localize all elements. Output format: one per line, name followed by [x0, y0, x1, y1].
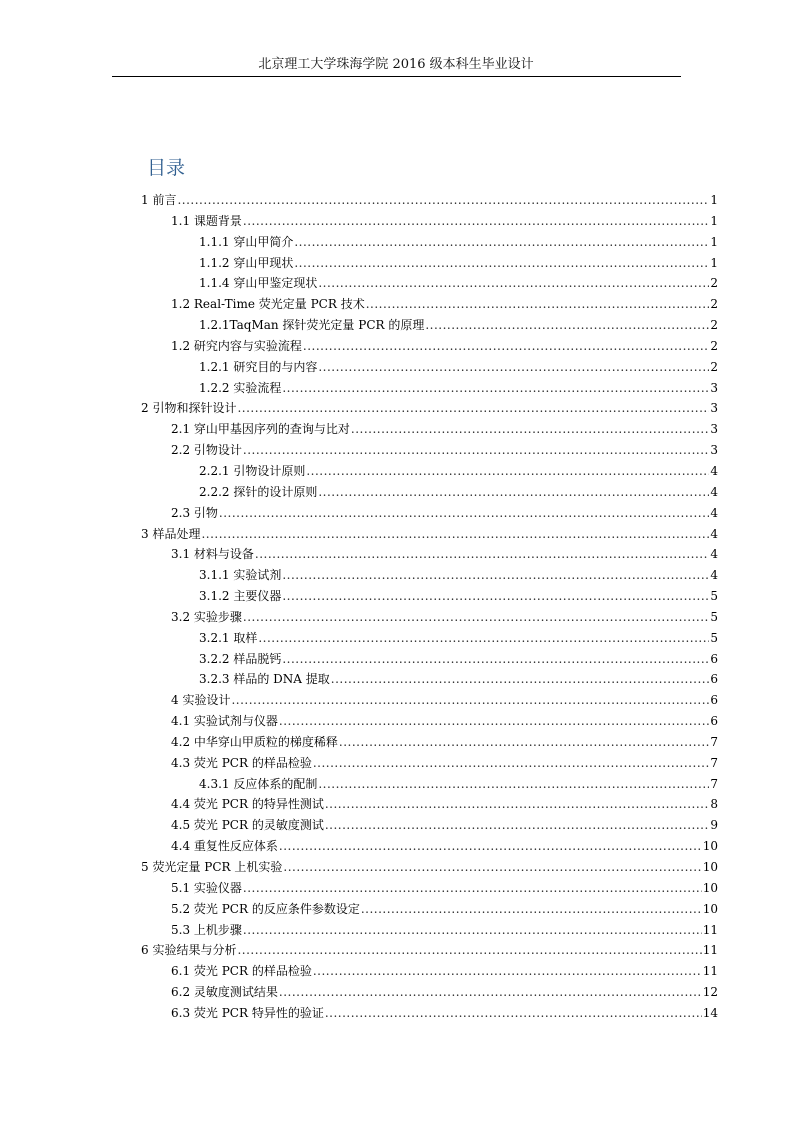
- toc-entry-title: 4.1 实验试剂与仪器: [171, 714, 278, 729]
- toc-page-number: 11: [702, 922, 718, 937]
- toc-entry[interactable]: [141, 273, 718, 294]
- toc-entry-title: 2.2 引物设计: [171, 443, 242, 458]
- toc-entry[interactable]: [141, 336, 718, 357]
- toc-entry-title: 3.1 材料与设备: [171, 547, 254, 562]
- toc-entry[interactable]: [141, 315, 718, 336]
- toc-entry[interactable]: [141, 649, 718, 670]
- toc-entry-title: 4.5 荧光 PCR 的灵敏度测试: [171, 818, 324, 833]
- toc-entry-title: 5 荧光定量 PCR 上机实验: [141, 860, 283, 874]
- toc-dot-leader: [258, 628, 709, 649]
- toc-page-number: 2: [710, 318, 718, 333]
- toc-page-number: 12: [702, 985, 718, 1000]
- toc-entry-title: 2 引物和探针设计: [141, 401, 237, 416]
- toc-page-number: 10: [702, 880, 718, 895]
- toc-entry-title: 1.2.2 实验流程: [199, 380, 282, 395]
- toc-page-number: 5: [710, 609, 718, 624]
- toc-dot-leader: [313, 753, 710, 774]
- toc-entry[interactable]: [141, 794, 718, 815]
- toc-page-number: 3: [710, 443, 718, 458]
- toc-dot-leader: [282, 649, 709, 670]
- toc-page-number: 3: [710, 401, 718, 416]
- toc-dot-leader: [303, 336, 709, 357]
- toc-dot-leader: [294, 253, 709, 274]
- toc-dot-leader: [318, 273, 709, 294]
- toc-dot-leader: [231, 690, 709, 711]
- toc-dot-leader: [243, 211, 709, 232]
- toc-entry[interactable]: [141, 774, 718, 795]
- toc-title: 目录: [147, 157, 186, 179]
- toc-dot-leader: [339, 732, 709, 753]
- toc-entry[interactable]: [141, 690, 718, 711]
- toc-entry-title: 3.1.2 主要仪器: [199, 589, 282, 604]
- toc-page-number: 11: [702, 964, 718, 979]
- toc-entry-title: 1.2 研究内容与实验流程: [171, 338, 302, 353]
- toc-entry[interactable]: [141, 544, 718, 565]
- toc-entry-title: 3.2 实验步骤: [171, 609, 242, 624]
- toc-dot-leader: [282, 378, 709, 399]
- toc-entry-title: 6.3 荧光 PCR 特异性的验证: [171, 1005, 324, 1020]
- toc-dot-leader: [243, 878, 702, 899]
- toc-entry-title: 2.1 穿山甲基因序列的查询与比对: [171, 422, 350, 437]
- toc-dot-leader: [219, 503, 709, 524]
- toc-entry[interactable]: [141, 836, 718, 857]
- toc-entry[interactable]: [141, 232, 718, 253]
- toc-page-number: 2: [710, 359, 718, 374]
- toc-entry-title: 3 样品处理: [141, 526, 201, 541]
- toc-page-number: 5: [710, 630, 718, 645]
- toc-entry-title: 1.2 Real-Time 荧光定量 PCR 技术: [171, 297, 365, 312]
- toc-entry-title: 4.4 重复性反应体系: [171, 839, 278, 854]
- toc-page-number: 10: [702, 901, 718, 916]
- toc-dot-leader: [331, 669, 710, 690]
- toc-page-number: 10: [702, 860, 718, 874]
- toc-entry-title: 1 前言: [141, 193, 177, 207]
- toc-entry[interactable]: [141, 211, 718, 232]
- toc-entry-title: 5.1 实验仪器: [171, 880, 242, 895]
- toc-entry[interactable]: [141, 961, 718, 982]
- toc-entry-title: 1.1 课题背景: [171, 213, 242, 228]
- toc-entry-title: 1.1.2 穿山甲现状: [199, 255, 294, 270]
- toc-page-number: 6: [710, 714, 718, 729]
- toc-entry-title: 6 实验结果与分析: [141, 943, 237, 958]
- toc-entry[interactable]: [141, 1003, 718, 1024]
- toc-page-number: 4: [710, 568, 718, 583]
- toc-entry-title: 2.2.1 引物设计原则: [199, 463, 306, 478]
- toc-entry[interactable]: [141, 524, 718, 545]
- toc-dot-leader: [318, 774, 709, 795]
- toc-page-number: 2: [710, 297, 718, 312]
- toc-page-number: 4: [710, 484, 718, 499]
- toc-page-number: 11: [702, 943, 718, 958]
- toc-dot-leader: [283, 857, 701, 878]
- toc-entry-title: 2.3 引物: [171, 505, 218, 520]
- header-divider: [112, 76, 681, 77]
- toc-entry[interactable]: [141, 982, 718, 1003]
- toc-entry[interactable]: [141, 815, 718, 836]
- toc-entry[interactable]: [141, 461, 718, 482]
- toc-page-number: 7: [710, 755, 718, 770]
- toc-entry[interactable]: [141, 398, 718, 419]
- toc-dot-leader: [237, 940, 701, 961]
- toc-entry-title: 6.1 荧光 PCR 的样品检验: [171, 964, 312, 979]
- toc-entry[interactable]: [141, 940, 718, 961]
- toc-dot-leader: [325, 815, 710, 836]
- toc-entry-title: 4.3.1 反应体系的配制: [199, 776, 318, 791]
- toc-entry[interactable]: [141, 753, 718, 774]
- toc-entry[interactable]: [141, 857, 718, 878]
- toc-entry-title: 1.1.4 穿山甲鉴定现状: [199, 276, 318, 291]
- toc-dot-leader: [279, 711, 709, 732]
- toc-entry[interactable]: [141, 482, 718, 503]
- toc-dot-leader: [282, 586, 709, 607]
- toc-page-number: 6: [710, 651, 718, 666]
- toc-entry-title: 2.2.2 探针的设计原则: [199, 484, 318, 499]
- toc-entry-title: 1.2.1TaqMan 探针荧光定量 PCR 的原理: [199, 318, 425, 333]
- toc-entry-title: 3.2.3 样品的 DNA 提取: [199, 672, 330, 687]
- toc-page-number: 7: [710, 776, 718, 791]
- toc-entry[interactable]: [141, 503, 718, 524]
- toc-entry-title: 1.2.1 研究目的与内容: [199, 359, 318, 374]
- toc-page-number: 1: [710, 234, 718, 249]
- toc-page-number: 10: [702, 839, 718, 854]
- toc-dot-leader: [294, 232, 709, 253]
- toc-entry[interactable]: [141, 253, 718, 274]
- toc-entry-title: 3.1.1 实验试剂: [199, 568, 282, 583]
- toc-entry[interactable]: [141, 357, 718, 378]
- toc-page-number: 9: [710, 818, 718, 833]
- toc-entry[interactable]: [141, 190, 718, 211]
- toc-entry[interactable]: [141, 878, 718, 899]
- toc-entry[interactable]: [141, 419, 718, 440]
- toc-entry[interactable]: [141, 732, 718, 753]
- toc-dot-leader: [318, 357, 709, 378]
- toc-dot-leader: [313, 961, 702, 982]
- toc-page-number: 8: [710, 797, 718, 812]
- toc-entry[interactable]: [141, 294, 718, 315]
- toc-dot-leader: [243, 607, 709, 628]
- toc-dot-leader: [325, 1003, 702, 1024]
- toc-page-number: 5: [710, 589, 718, 604]
- toc-dot-leader: [282, 565, 709, 586]
- toc-dot-leader: [351, 419, 709, 440]
- toc-entry[interactable]: [141, 378, 718, 399]
- toc-entry-title: 1.1.1 穿山甲简介: [199, 234, 294, 249]
- toc-page-number: 6: [710, 672, 718, 687]
- toc-page-number: 14: [702, 1005, 718, 1020]
- toc-entry[interactable]: [141, 586, 718, 607]
- page-header: 北京理工大学珠海学院 2016 级本科生毕业设计: [258, 57, 534, 72]
- toc-dot-leader: [361, 899, 702, 920]
- toc-page-number: 3: [710, 380, 718, 395]
- toc-dot-leader: [366, 294, 710, 315]
- toc-entry-title: 3.2.1 取样: [199, 630, 258, 645]
- toc-page-number: 4: [710, 526, 718, 541]
- toc-page-number: 2: [710, 338, 718, 353]
- toc-entry-title: 4 实验设计: [171, 693, 231, 708]
- table-of-contents: [141, 190, 718, 1024]
- toc-dot-leader: [306, 461, 709, 482]
- toc-entry-title: 6.2 灵敏度测试结果: [171, 985, 278, 1000]
- toc-page-number: 6: [710, 693, 718, 708]
- toc-page-number: 4: [710, 505, 718, 520]
- toc-dot-leader: [177, 190, 709, 211]
- toc-dot-leader: [425, 315, 709, 336]
- toc-page-number: 3: [710, 422, 718, 437]
- toc-page-number: 1: [710, 255, 718, 270]
- toc-dot-leader: [325, 794, 710, 815]
- toc-page-number: 7: [710, 734, 718, 749]
- toc-page-number: 1: [710, 193, 718, 207]
- toc-page-number: 4: [710, 547, 718, 562]
- toc-dot-leader: [243, 920, 702, 941]
- toc-entry[interactable]: [141, 628, 718, 649]
- toc-entry[interactable]: [141, 711, 718, 732]
- toc-entry[interactable]: [141, 899, 718, 920]
- toc-dot-leader: [255, 544, 709, 565]
- toc-entry[interactable]: [141, 669, 718, 690]
- toc-page-number: 4: [710, 463, 718, 478]
- toc-page-number: 2: [710, 276, 718, 291]
- toc-entry-title: 3.2.2 样品脱钙: [199, 651, 282, 666]
- toc-dot-leader: [237, 398, 709, 419]
- toc-entry-title: 4.3 荧光 PCR 的样品检验: [171, 755, 312, 770]
- toc-entry-title: 4.2 中华穿山甲质粒的梯度稀释: [171, 734, 338, 749]
- toc-entry[interactable]: [141, 565, 718, 586]
- toc-entry-title: 4.4 荧光 PCR 的特异性测试: [171, 797, 324, 812]
- toc-dot-leader: [201, 524, 709, 545]
- toc-entry[interactable]: [141, 920, 718, 941]
- toc-dot-leader: [279, 982, 702, 1003]
- toc-entry-title: 5.2 荧光 PCR 的反应条件参数设定: [171, 901, 360, 916]
- toc-entry-title: 5.3 上机步骤: [171, 922, 242, 937]
- toc-entry[interactable]: [141, 440, 718, 461]
- toc-dot-leader: [279, 836, 702, 857]
- toc-entry[interactable]: [141, 607, 718, 628]
- toc-dot-leader: [243, 440, 709, 461]
- toc-page-number: 1: [710, 213, 718, 228]
- toc-dot-leader: [318, 482, 709, 503]
